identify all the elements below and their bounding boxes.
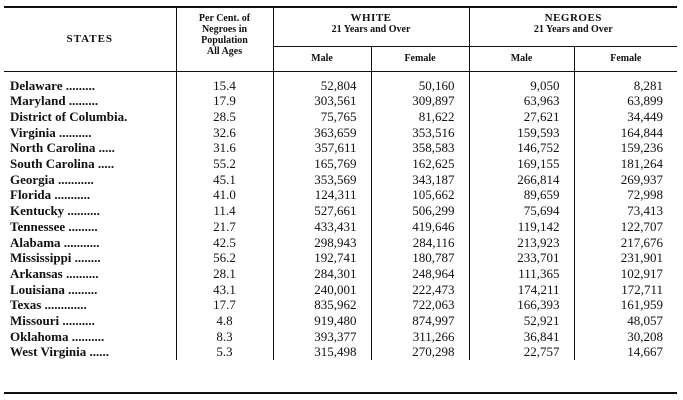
- state-name-cell: Arkansas ..........: [10, 265, 99, 281]
- negro-female-header: Female: [574, 46, 677, 71]
- negro-female-cell: 122,707: [574, 219, 677, 235]
- white-female-cell: 722,063: [371, 297, 469, 313]
- negroes-group-subtitle: 21 Years and Over: [533, 24, 613, 35]
- negro-female-cell: 14,667: [574, 344, 677, 360]
- white-female-cell: 419,646: [371, 219, 469, 235]
- white-male-cell: 315,498: [273, 344, 371, 360]
- negro-male-cell: 174,211: [469, 282, 574, 298]
- white-female-cell: 222,473: [371, 282, 469, 298]
- percent-cell: 15.4: [176, 71, 273, 93]
- percent-cell: 5.3: [176, 344, 273, 360]
- table-row: [4, 344, 677, 360]
- white-female-cell: 180,787: [371, 250, 469, 266]
- table-row: [4, 266, 677, 282]
- table-row: [4, 203, 677, 219]
- white-male-cell: 75,765: [273, 109, 371, 125]
- table-row: [4, 140, 677, 156]
- white-male-cell: 192,741: [273, 250, 371, 266]
- negro-female-cell: 231,901: [574, 250, 677, 266]
- negro-male-cell: 63,963: [469, 93, 574, 109]
- table-row: [4, 156, 677, 172]
- percent-cell: 56.2: [176, 250, 273, 266]
- negro-male-cell: 27,621: [469, 109, 574, 125]
- percent-cell: 45.1: [176, 172, 273, 188]
- table-row: [4, 297, 677, 313]
- negro-female-cell: 159,236: [574, 140, 677, 156]
- white-male-cell: 357,611: [273, 140, 371, 156]
- negro-male-cell: 166,393: [469, 297, 574, 313]
- table-row: [4, 282, 677, 298]
- table-row: [4, 313, 677, 329]
- percent-header-line-1: Per Cent. of: [198, 13, 251, 24]
- negro-female-cell: 161,959: [574, 297, 677, 313]
- white-female-header: Female: [371, 46, 469, 71]
- table-row: [4, 109, 677, 125]
- white-group-subtitle: 21 Years and Over: [331, 24, 411, 35]
- percent-cell: 55.2: [176, 156, 273, 172]
- negroes-group-header: [469, 8, 677, 46]
- white-female-cell: 162,625: [371, 156, 469, 172]
- percent-cell: 31.6: [176, 140, 273, 156]
- state-name-cell: Kentucky ..........: [10, 203, 100, 219]
- percent-cell: 4.8: [176, 313, 273, 329]
- white-male-cell: 284,301: [273, 266, 371, 282]
- negroes-group-title: NEGROES: [544, 12, 602, 24]
- percent-cell: 17.7: [176, 297, 273, 313]
- white-female-cell: 284,116: [371, 235, 469, 251]
- table-row: [4, 172, 677, 188]
- percent-column-header: [176, 8, 273, 71]
- negro-male-cell: 9,050: [469, 71, 574, 93]
- table-body: [4, 71, 677, 360]
- negro-male-cell: 111,365: [469, 266, 574, 282]
- table-row: [4, 219, 677, 235]
- negro-male-cell: 266,814: [469, 172, 574, 188]
- state-name-cell: Mississippi ........: [10, 250, 101, 266]
- white-male-cell: 393,377: [273, 329, 371, 345]
- percent-cell: 28.5: [176, 109, 273, 125]
- white-male-cell: 433,431: [273, 219, 371, 235]
- percent-cell: 8.3: [176, 329, 273, 345]
- white-female-cell: 874,997: [371, 313, 469, 329]
- white-female-cell: 358,583: [371, 140, 469, 156]
- negro-male-cell: 233,701: [469, 250, 574, 266]
- white-female-cell: 343,187: [371, 172, 469, 188]
- percent-cell: 28.1: [176, 266, 273, 282]
- white-male-cell: 363,659: [273, 125, 371, 141]
- state-name-cell: Georgia ...........: [10, 171, 94, 187]
- negro-female-cell: 63,899: [574, 93, 677, 109]
- table-row: [4, 71, 677, 93]
- state-name-cell: Louisiana .........: [10, 281, 98, 297]
- negro-female-cell: 172,711: [574, 282, 677, 298]
- state-name-cell: Alabama ...........: [10, 234, 100, 250]
- negro-female-cell: 217,676: [574, 235, 677, 251]
- table-row: [4, 93, 677, 109]
- negro-male-cell: 159,593: [469, 125, 574, 141]
- negro-male-cell: 169,155: [469, 156, 574, 172]
- white-group-title: WHITE: [350, 12, 392, 24]
- negro-female-cell: 269,937: [574, 172, 677, 188]
- negro-female-cell: 72,998: [574, 187, 677, 203]
- table-row: [4, 329, 677, 345]
- percent-header-line-2: Negroes in: [201, 24, 248, 35]
- negro-female-cell: 30,208: [574, 329, 677, 345]
- white-female-cell: 311,266: [371, 329, 469, 345]
- negro-male-cell: 213,923: [469, 235, 574, 251]
- white-male-cell: 298,943: [273, 235, 371, 251]
- negro-female-cell: 181,264: [574, 156, 677, 172]
- white-male-cell: 124,311: [273, 187, 371, 203]
- state-name-cell: Missouri ..........: [10, 313, 95, 329]
- negro-male-cell: 52,921: [469, 313, 574, 329]
- state-name-cell: North Carolina .....: [10, 140, 115, 156]
- table-row: [4, 250, 677, 266]
- negro-female-cell: 164,844: [574, 125, 677, 141]
- white-female-cell: 353,516: [371, 125, 469, 141]
- negro-female-cell: 8,281: [574, 71, 677, 93]
- percent-header-line-3: Population: [201, 35, 248, 46]
- percent-cell: 32.6: [176, 125, 273, 141]
- white-male-cell: 835,962: [273, 297, 371, 313]
- data-table: [4, 8, 677, 360]
- negro-female-cell: 34,449: [574, 109, 677, 125]
- state-name-cell: Maryland .........: [10, 93, 99, 109]
- white-male-cell: 353,569: [273, 172, 371, 188]
- percent-cell: 42.5: [176, 235, 273, 251]
- negro-male-cell: 22,757: [469, 344, 574, 360]
- state-name-cell: Delaware .........: [10, 77, 95, 93]
- negro-female-cell: 48,057: [574, 313, 677, 329]
- white-female-cell: 50,160: [371, 71, 469, 93]
- white-male-cell: 52,804: [273, 71, 371, 93]
- white-female-cell: 270,298: [371, 344, 469, 360]
- state-name-cell: West Virginia ......: [10, 344, 109, 360]
- negro-male-cell: 75,694: [469, 203, 574, 219]
- table-row: [4, 235, 677, 251]
- white-female-cell: 506,299: [371, 203, 469, 219]
- negro-female-cell: 102,917: [574, 266, 677, 282]
- negro-male-cell: 89,659: [469, 187, 574, 203]
- percent-header-line-4: All Ages: [206, 46, 243, 57]
- white-female-cell: 309,897: [371, 93, 469, 109]
- white-female-cell: 105,662: [371, 187, 469, 203]
- negro-male-cell: 119,142: [469, 219, 574, 235]
- white-female-cell: 81,622: [371, 109, 469, 125]
- state-name-cell: Tennessee .........: [10, 218, 98, 234]
- percent-cell: 17.9: [176, 93, 273, 109]
- negro-female-cell: 73,413: [574, 203, 677, 219]
- white-male-cell: 919,480: [273, 313, 371, 329]
- negro-male-header: Male: [469, 46, 574, 71]
- state-name-cell: South Carolina .....: [10, 156, 115, 172]
- percent-cell: 43.1: [176, 282, 273, 298]
- white-male-cell: 303,561: [273, 93, 371, 109]
- table-row: [4, 187, 677, 203]
- negro-male-cell: 36,841: [469, 329, 574, 345]
- percent-cell: 11.4: [176, 203, 273, 219]
- white-male-cell: 527,661: [273, 203, 371, 219]
- negro-male-cell: 146,752: [469, 140, 574, 156]
- state-name-cell: Oklahoma ..........: [10, 328, 105, 344]
- states-column-header: STATES: [4, 8, 176, 71]
- table-header: [4, 8, 677, 71]
- population-table: [4, 6, 677, 394]
- white-group-header: [273, 8, 469, 46]
- table-row: [4, 125, 677, 141]
- percent-cell: 41.0: [176, 187, 273, 203]
- state-name-cell: Virginia ..........: [10, 124, 92, 140]
- white-female-cell: 248,964: [371, 266, 469, 282]
- white-male-cell: 165,769: [273, 156, 371, 172]
- white-male-header: Male: [273, 46, 371, 71]
- white-male-cell: 240,001: [273, 282, 371, 298]
- state-name-cell: District of Columbia.: [10, 108, 128, 124]
- state-name-cell: Texas .............: [10, 297, 87, 313]
- percent-cell: 21.7: [176, 219, 273, 235]
- state-name-cell: Florida ...........: [10, 187, 91, 203]
